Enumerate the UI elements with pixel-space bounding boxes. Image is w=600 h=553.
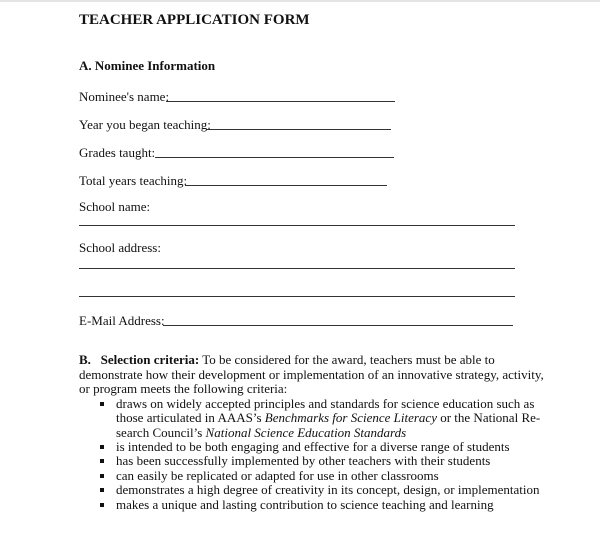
grades-label: Grades taught: (79, 145, 156, 160)
nominee-name-field[interactable] (166, 89, 395, 102)
total-years-label: Total years teaching: (79, 173, 188, 188)
bullet-icon (100, 488, 104, 492)
criteria-item: demonstrates a high degree of creativity in its concept, design, or implementation (116, 482, 540, 497)
criteria-item-1-line-1: draws on widely accepted principles and standards for science education such as (116, 396, 535, 411)
bullet-icon (100, 445, 104, 449)
page-top-border (0, 0, 600, 2)
school-address-field-1[interactable] (79, 256, 515, 269)
grades-field[interactable] (155, 145, 394, 158)
year-began-label: Year you began teaching: (79, 117, 211, 132)
bullet-icon (100, 402, 104, 406)
section-b-intro-3: or program meets the following criteria: (79, 381, 288, 396)
section-b-heading: B. Selection criteria: (79, 352, 200, 367)
criteria-item: can easily be replicated or adapted for use in other classrooms (116, 468, 439, 483)
criteria-item-1-line-3: search Council’s National Science Education Standards (116, 425, 407, 440)
section-b-intro-2: demonstrate how their development or implementation of an innovative strategy, activity, (79, 367, 544, 382)
total-years-field[interactable] (185, 173, 387, 186)
school-name-field[interactable] (79, 213, 515, 226)
email-label: E-Mail Address: (79, 313, 165, 328)
bullet-icon (100, 474, 104, 478)
form-title: TEACHER APPLICATION FORM (79, 12, 310, 28)
section-a-heading: A. Nominee Information (79, 58, 216, 73)
school-name-label: School name: (79, 199, 151, 214)
criteria-item: makes a unique and lasting contribution to science teaching and learning (116, 497, 494, 512)
section-b-intro-1: B. Selection criteria: To be considered for the award, teachers must be able to (79, 352, 495, 367)
school-address-field-2[interactable] (79, 284, 515, 297)
email-field[interactable] (163, 313, 513, 326)
bullet-icon (100, 503, 104, 507)
bullet-icon (100, 459, 104, 463)
criteria-item: is intended to be both engaging and effective for a diverse range of students (116, 439, 510, 454)
nominee-name-label: Nominee's name: (79, 89, 170, 104)
criteria-item-1-line-2: those articulated in AAAS’s Benchmarks for Science Literacy or the National Re- (116, 410, 541, 425)
criteria-item: has been successfully implemented by other teachers with their students (116, 453, 491, 468)
school-address-label: School address: (79, 240, 161, 255)
year-began-field[interactable] (207, 117, 391, 130)
